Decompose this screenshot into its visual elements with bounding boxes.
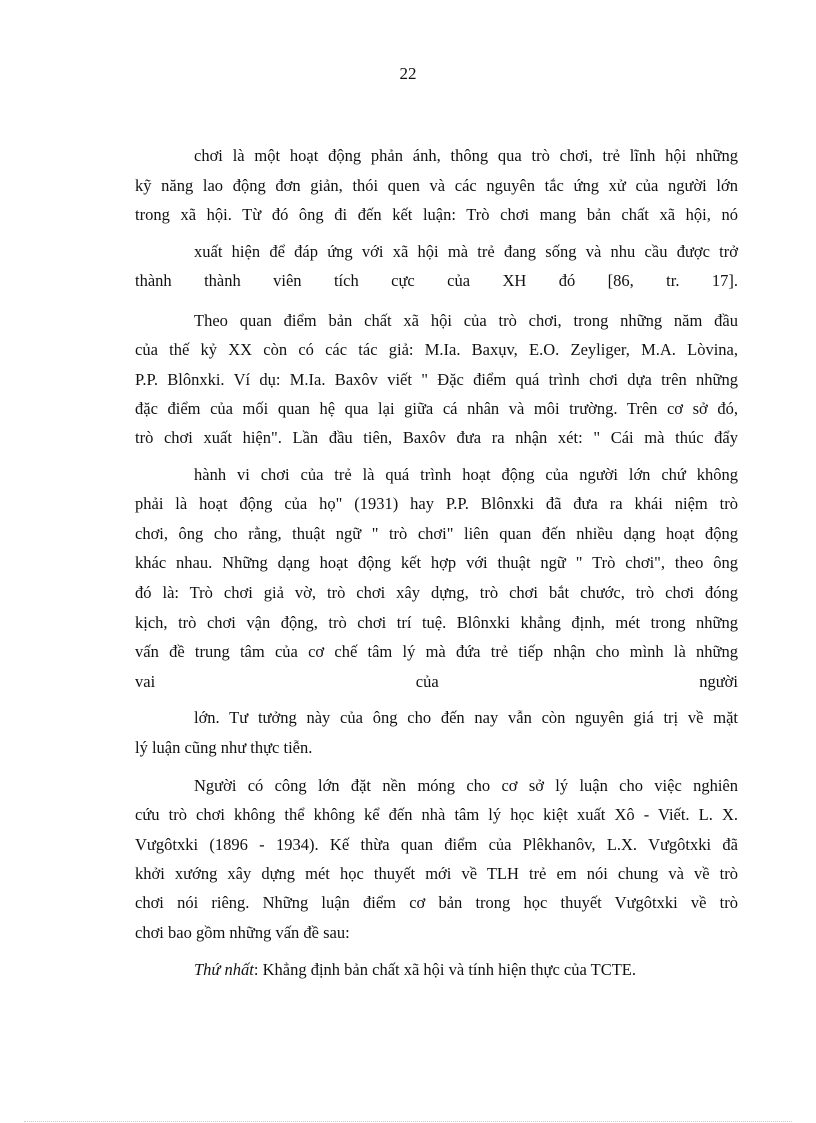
text-line: Vưgôtxki (1896 - 1934). Kế thừa quan điểm của Plêkhanôv, L.X. Vưgôtxki đã — [135, 835, 738, 854]
text-line: lý luận cũng như thực tiễn. — [135, 738, 313, 757]
text-line: chơi, ông cho rằng, thuật ngữ " trò chơi" liên quan đến nhiều dạng hoạt động — [135, 524, 738, 543]
lead-rest: : Khẳng định bản chất xã hội và tính hiện thực của TCTE. — [253, 960, 636, 979]
text-line: chơi nói riêng. Những luận điểm cơ bản trong học thuyết Vưgôtxki về trò — [135, 893, 738, 912]
text-line: hành vi chơi của trẻ là quá trình hoạt động của người lớn chứ không — [194, 465, 738, 484]
bottom-rule — [24, 1121, 792, 1122]
text-line: thành thành viên tích cực của XH đó [86, tr. 17]. — [135, 271, 738, 290]
text-line: kỹ năng lao động đơn giản, thói quen và các nguyên tắc ứng xử của người lớn — [135, 176, 738, 195]
text-line: đặc điểm của mối quan hệ qua lại giữa cá nhân và môi trường. Trên cơ sở đó, — [135, 399, 738, 418]
text-line: trò chơi xuất hiện". Lần đầu tiên, Baxôv đưa ra nhận xét: " Cái mà thúc đẩy — [135, 428, 738, 447]
text-line: của thế kỷ XX còn có các tác giả: M.Ia. Baxụv, E.O. Zeyliger, M.A. Lòvina, — [135, 340, 738, 359]
text-line: Theo quan điểm bản chất xã hội của trò chơi, trong những năm đầu — [194, 311, 738, 330]
text-line: đó là: Trò chơi giả vờ, trò chơi xây dựng, trò chơi bắt chước, trò chơi đóng — [135, 583, 738, 602]
text-line: chơi là một hoạt động phản ánh, thông qua trò chơi, trẻ lĩnh hội những — [194, 146, 738, 165]
page-number: 22 — [399, 64, 417, 83]
text-line: lớn. Tư tưởng này của ông cho đến nay vẫn còn nguyên giá trị về mặt — [194, 708, 738, 727]
text-line: Người có công lớn đặt nền móng cho cơ sở lý luận cho việc nghiên — [194, 776, 738, 795]
text-line: chơi bao gồm những vấn đề sau: — [135, 923, 350, 942]
text-line: khởi xướng xây dựng mét học thuyết mới về TLH trẻ em nói chung và về trò — [135, 864, 738, 883]
text-line: xuất hiện để đáp ứng với xã hội mà trẻ đang sống và nhu cầu được trở — [194, 242, 738, 261]
text-line: trong xã hội. Từ đó ông đi đến kết luận: Trò chơi mang bản chất xã hội, nó — [135, 205, 738, 224]
text-line: cứu trò chơi không thể không kể đến nhà tâm lý học kiệt xuất Xô - Viết. L. X. — [135, 805, 738, 824]
text-line: vấn đề trung tâm của cơ chế tâm lý mà đứa trẻ tiếp nhận cho mình là những — [135, 642, 738, 661]
text-line: vai của người — [135, 672, 738, 691]
italic-lead: Thứ nhất — [194, 960, 254, 979]
text-line: P.P. Blônxki. Ví dụ: M.Ia. Baxôv viết " Đặc điểm quá trình chơi dựa trên những — [135, 370, 738, 389]
text-line: phải là hoạt động của họ" (1931) hay P.P. Blônxki đã đưa ra khái niệm trò — [135, 494, 738, 513]
text-line: kịch, trò chơi vận động, trò chơi trí tuệ. Blônxki khẳng định, mét trong những — [135, 613, 738, 632]
text-line-italic-lead — [194, 960, 738, 980]
text-line: khác nhau. Những dạng hoạt động kết hợp với thuật ngữ " Trò chơi", theo ông — [135, 553, 738, 572]
